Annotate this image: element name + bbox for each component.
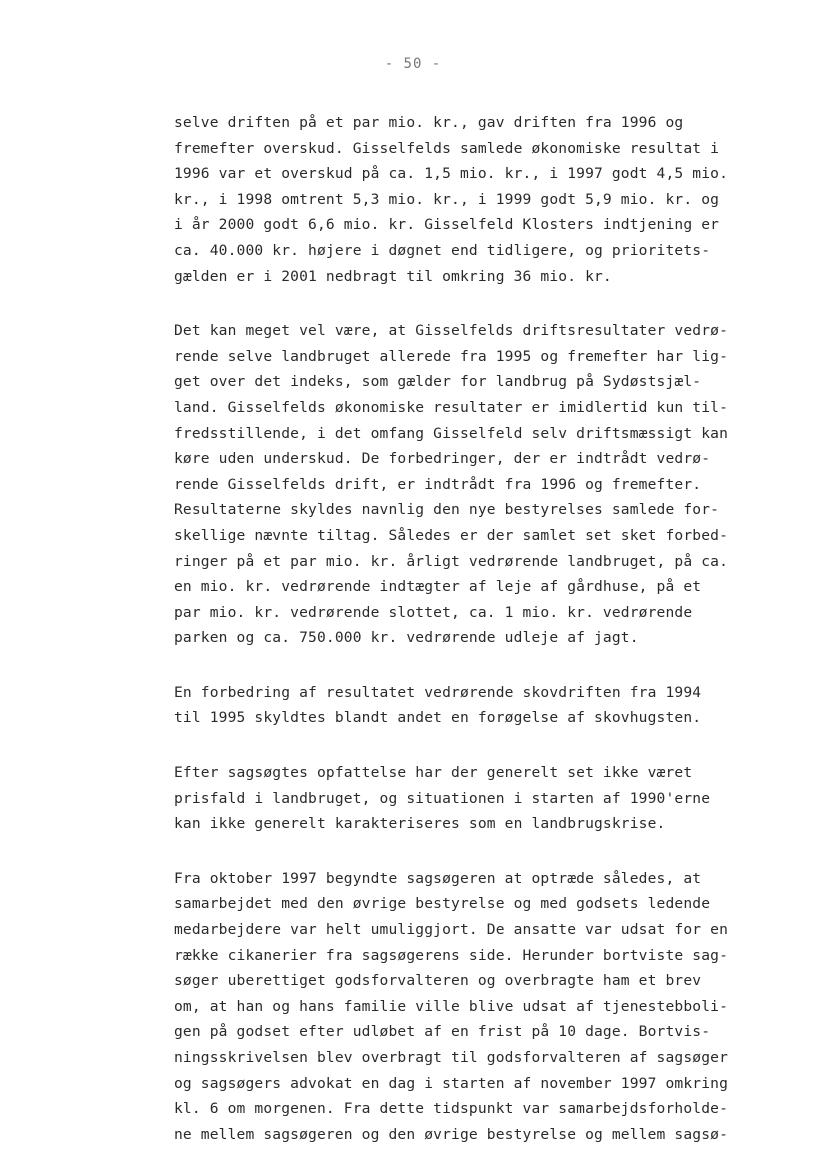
text-line: kl. 6 om morgenen. Fra dette tidspunkt var samarbejdsforholde- xyxy=(174,1100,729,1118)
paragraph-4 xyxy=(174,760,804,837)
text-line: En forbedring af resultatet vedrørende skovdriften fra 1994 xyxy=(174,683,702,701)
text-line: Det kan meget vel være, at Gisselfelds driftsresultater vedrø- xyxy=(174,322,729,340)
paragraph-2 xyxy=(174,318,804,651)
text-line: en mio. kr. vedrørende indtægter af leje af gårdhuse, på et xyxy=(174,578,702,596)
paragraph-5 xyxy=(174,866,804,1148)
text-line: om, at han og hans familie ville blive udsat af tjenestebboli- xyxy=(174,997,729,1015)
text-line: par mio. kr. vedrørende slottet, ca. 1 mio. kr. vedrørende xyxy=(174,603,693,621)
text-line: get over det indeks, som gælder for landbrug på Sydøstsjæl- xyxy=(174,373,702,391)
text-line: selve driften på et par mio. kr., gav driften fra 1996 og xyxy=(174,114,684,131)
text-line: ca. 40.000 kr. højere i døgnet end tidligere, og prioritets- xyxy=(174,241,711,259)
paragraph-3 xyxy=(174,680,804,731)
paragraph-1 xyxy=(174,110,804,289)
text-line: medarbejdere var helt umuliggjort. De ansatte var udsat for en xyxy=(174,921,729,939)
page-number: - 50 - xyxy=(384,56,442,72)
text-line: række cikanerier fra sagsøgerens side. Herunder bortviste sag- xyxy=(174,946,729,964)
text-line: skellige nævnte tiltag. Således er der samlet set sket forbed- xyxy=(174,526,729,544)
text-line: fredsstillende, i det omfang Gisselfeld selv driftsmæssigt kan xyxy=(174,424,729,442)
text-line: kan ikke generelt karakteriseres som en landbrugskrise. xyxy=(174,815,666,833)
text-line: til 1995 skyldtes blandt andet en forøgelse af skovhugsten. xyxy=(174,709,702,727)
text-line: rende selve landbruget allerede fra 1995 og fremefter har lig- xyxy=(174,347,729,365)
text-line: ringer på et par mio. kr. årligt vedrørende landbruget, på ca. xyxy=(174,552,729,570)
text-line: 1996 var et overskud på ca. 1,5 mio. kr., i 1997 godt 4,5 mio. xyxy=(174,165,729,183)
text-line: samarbejdet med den øvrige bestyrelse og med godsets ledende xyxy=(174,895,711,913)
text-line: parken og ca. 750.000 kr. vedrørende udleje af jagt. xyxy=(174,629,639,647)
text-line: gen på godset efter udløbet af en frist på 10 dage. Bortvis- xyxy=(174,1023,711,1041)
text-line: i år 2000 godt 6,6 mio. kr. Gisselfeld Klosters indtjening er xyxy=(174,216,720,234)
text-line: gælden er i 2001 nedbragt til omkring 36 mio. kr. xyxy=(174,267,612,285)
text-line: land. Gisselfelds økonomiske resultater er imidlertid kun til- xyxy=(174,398,729,416)
text-line: fremefter overskud. Gisselfelds samlede økonomiske resultat i xyxy=(174,139,720,157)
text-line: Efter sagsøgtes opfattelse har der generelt set ikke været xyxy=(174,764,693,782)
text-line: og sagsøgers advokat en dag i starten af november 1997 omkring xyxy=(174,1074,729,1092)
text-line: Fra oktober 1997 begyndte sagsøgeren at optræde således, at xyxy=(174,869,702,887)
text-line: rende Gisselfelds drift, er indtrådt fra 1996 og fremefter. xyxy=(174,475,702,493)
text-line: ningsskrivelsen blev overbragt til godsforvalteren af sagsøger xyxy=(174,1049,729,1066)
text-line: prisfald i landbruget, og situationen i starten af 1990'erne xyxy=(174,789,711,807)
text-line: søger uberettiget godsforvalteren og overbragte ham et brev xyxy=(174,972,702,990)
text-line: køre uden underskud. De forbedringer, der er indtrådt vedrø- xyxy=(174,450,711,468)
text-line: Resultaterne skyldes navnlig den nye bestyrelses samlede for- xyxy=(174,501,720,519)
body-text xyxy=(174,110,804,1176)
text-line: kr., i 1998 omtrent 5,3 mio. kr., i 1999 godt 5,9 mio. kr. og xyxy=(174,190,720,208)
text-line: ne mellem sagsøgeren og den øvrige bestyrelse og mellem sagsø- xyxy=(174,1125,729,1143)
